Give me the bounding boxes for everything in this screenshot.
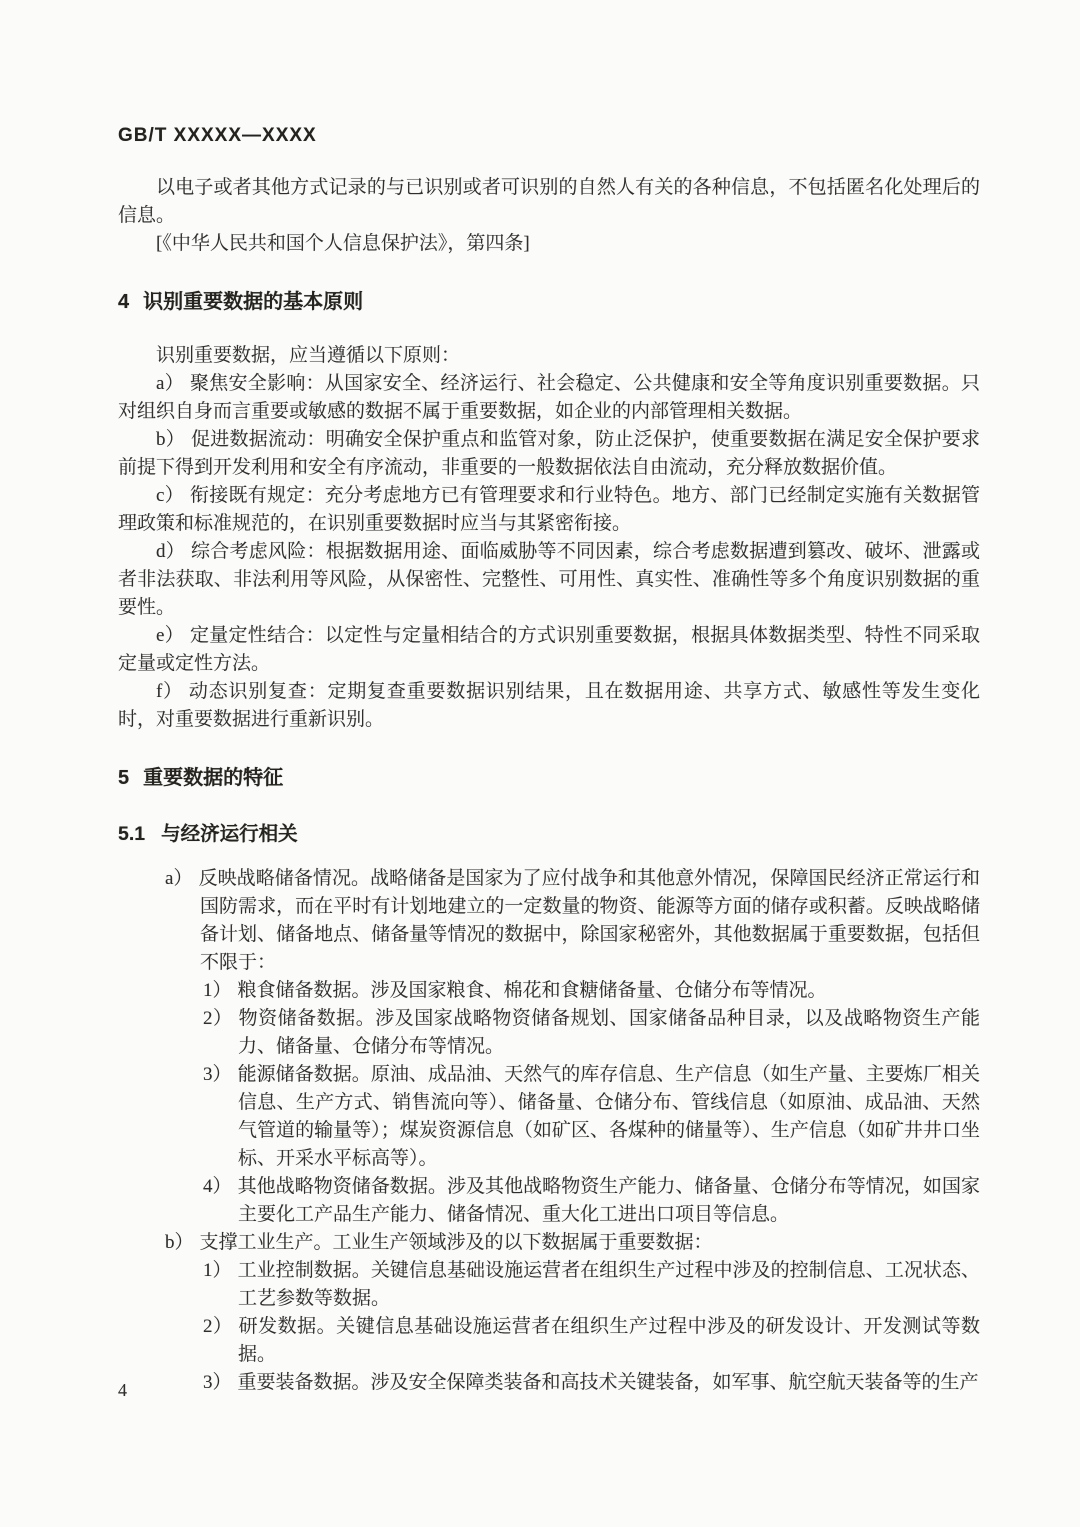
subcategory-item-a3 bbox=[203, 1061, 980, 1173]
list-marker: b） bbox=[156, 429, 185, 450]
clause-5-1-heading bbox=[118, 820, 980, 848]
subcategory-text: 粮食储备数据。涉及国家粮食、棉花和食糖储备量、仓储分布等情况。 bbox=[237, 980, 827, 1001]
clause-5-1-title: 与经济运行相关 bbox=[161, 823, 298, 845]
list-marker: a） bbox=[165, 868, 193, 889]
category-item-a bbox=[165, 865, 980, 977]
principle-item-e bbox=[118, 622, 980, 678]
category-text: 支撑工业生产。工业生产领域涉及的以下数据属于重要数据： bbox=[199, 1232, 713, 1253]
page-number: 4 bbox=[118, 1380, 127, 1400]
clause-5-number: 5 bbox=[118, 767, 130, 789]
subcategory-text: 其他战略物资储备数据。涉及其他战略物资生产能力、储备量、仓储分布等情况，如国家主要化工产品生产能力、储备情况、重大化工进出口项目等信息。 bbox=[237, 1176, 980, 1225]
principle-item-b bbox=[118, 426, 980, 482]
subcategory-item-b2 bbox=[203, 1313, 980, 1369]
subcategory-text: 物资储备数据。涉及国家战略物资储备规划、国家储备品种目录，以及战略物资生产能力、储备量、仓储分布等情况。 bbox=[238, 1008, 980, 1057]
principle-text: 综合考虑风险：根据数据用途、面临威胁等不同因素，综合考虑数据遭到篡改、破坏、泄露或者非法获取、非法利用等风险，从保密性、完整性、可用性、真实性、准确性等多个角度识别数据的重要性。 bbox=[118, 541, 980, 618]
list-marker: 1） bbox=[203, 1260, 232, 1281]
clause-5-heading bbox=[118, 764, 980, 792]
list-marker: c） bbox=[156, 485, 184, 506]
clause-5-1-number: 5.1 bbox=[118, 823, 146, 845]
definition-paragraph: 以电子或者其他方式记录的与已识别或者可识别的自然人有关的各种信息，不包括匿名化处理后的信息。 bbox=[118, 177, 980, 226]
principle-text: 定量定性结合：以定性与定量相结合的方式识别重要数据，根据具体数据类型、特性不同采取定量或定性方法。 bbox=[118, 625, 980, 674]
principle-text: 聚焦安全影响：从国家安全、经济运行、社会稳定、公共健康和安全等角度识别重要数据。只对组织自身而言重要或敏感的数据不属于重要数据，如企业的内部管理相关数据。 bbox=[118, 373, 980, 422]
subcategory-text: 研发数据。关键信息基础设施运营者在组织生产过程中涉及的研发设计、开发测试等数据。 bbox=[238, 1316, 980, 1365]
principle-text: 衔接既有规定：充分考虑地方已有管理要求和行业特色。地方、部门已经制定实施有关数据管理政策和标准规范的，在识别重要数据时应当与其紧密衔接。 bbox=[118, 485, 980, 534]
subcategory-item-b1 bbox=[203, 1257, 980, 1313]
principle-text: 促进数据流动：明确安全保护重点和监管对象，防止泛保护，使重要数据在满足安全保护要求前提下得到开发利用和安全有序流动，非重要的一般数据依法自由流动，充分释放数据价值。 bbox=[118, 429, 980, 478]
clause-5-title: 重要数据的特征 bbox=[143, 767, 284, 789]
list-marker: 4） bbox=[203, 1176, 232, 1197]
list-marker: 2） bbox=[203, 1316, 233, 1337]
list-marker: 3） bbox=[203, 1064, 232, 1085]
principle-item-c bbox=[118, 482, 980, 538]
clause-4-number: 4 bbox=[118, 291, 130, 313]
list-marker: f） bbox=[156, 681, 183, 702]
subcategory-item-a4 bbox=[203, 1173, 980, 1229]
source-reference: [《中华人民共和国个人信息保护法》，第四条] bbox=[156, 233, 530, 254]
subcategory-text: 工业控制数据。关键信息基础设施运营者在组织生产过程中涉及的控制信息、工况状态、工艺参数等数据。 bbox=[237, 1260, 980, 1309]
clause-4-heading bbox=[118, 288, 980, 316]
list-marker: d） bbox=[156, 541, 185, 562]
list-marker: 2） bbox=[203, 1008, 233, 1029]
principle-item-d bbox=[118, 538, 980, 622]
list-marker: b） bbox=[165, 1232, 194, 1253]
list-marker: e） bbox=[156, 625, 184, 646]
clause-4-lead-paragraph: 识别重要数据，应当遵循以下原则： bbox=[156, 345, 461, 366]
subcategory-item-b3 bbox=[203, 1369, 980, 1397]
subcategory-item-a1 bbox=[203, 977, 980, 1005]
standard-number-header: GB/T XXXXX—XXXX bbox=[118, 125, 317, 146]
subcategory-item-a2 bbox=[203, 1005, 980, 1061]
principle-item-a bbox=[118, 370, 980, 426]
list-marker: 1） bbox=[203, 980, 232, 1001]
principle-item-f bbox=[118, 678, 980, 734]
list-marker: a） bbox=[156, 373, 184, 394]
category-text: 反映战略储备情况。战略储备是国家为了应付战争和其他意外情况，保障国民经济正常运行和国防需求，而在平时有计划地建立的一定数量的物资、能源等方面的储存或积蓄。反映战略储备计划、储备地点、储备量等情况的数据中，除国家秘密外，其他数据属于重要数据，包括但不限于： bbox=[198, 868, 980, 973]
clause-4-title: 识别重要数据的基本原则 bbox=[143, 291, 364, 313]
list-marker: 3） bbox=[203, 1372, 232, 1393]
subcategory-text: 能源储备数据。原油、成品油、天然气的库存信息、生产信息（如生产量、主要炼厂相关信息、生产方式、销售流向等）、储备量、仓储分布、管线信息（如原油、成品油、天然气管道的输量等）；煤炭资源信息（如矿区、各煤种的储量等）、生产信息（如矿井井口坐标、开采水平标高等）。 bbox=[237, 1064, 980, 1169]
principle-text: 动态识别复查：定期复查重要数据识别结果，且在数据用途、共享方式、敏感性等发生变化时，对重要数据进行重新识别。 bbox=[118, 681, 980, 730]
category-item-b bbox=[165, 1229, 980, 1257]
subcategory-text: 重要装备数据。涉及安全保障类装备和高技术关键装备，如军事、航空航天装备等的生产 bbox=[237, 1372, 979, 1393]
